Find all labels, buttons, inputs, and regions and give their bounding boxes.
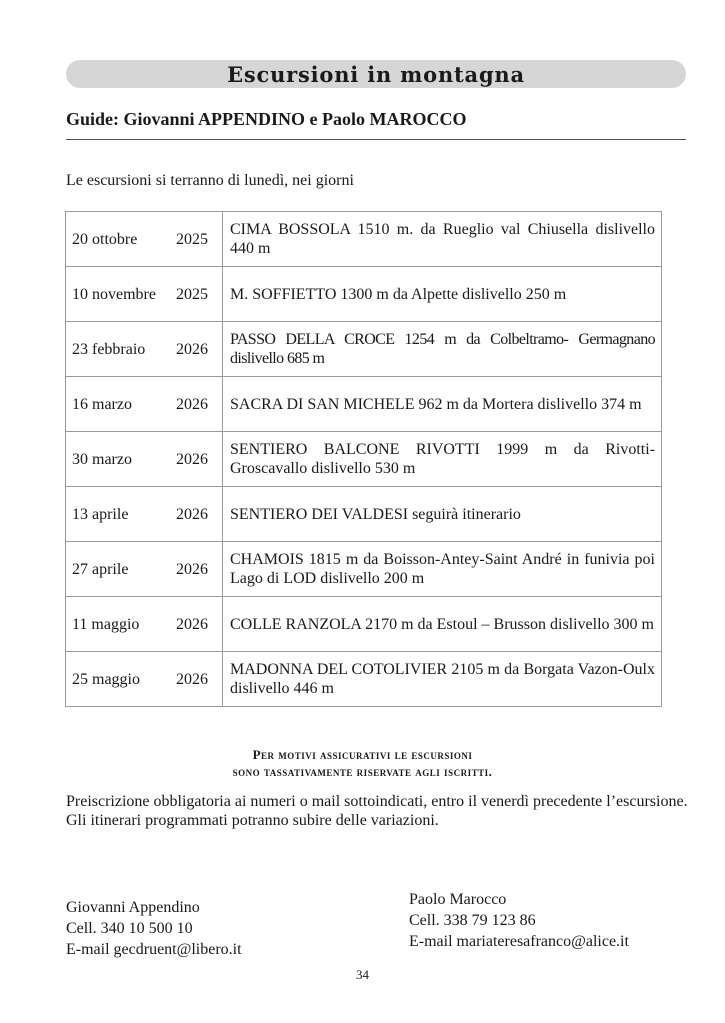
trip-description: CHAMOIS 1815 m da Boisson-Antey-Saint André in funivia poi Lago di LOD dislivello 200 m bbox=[223, 542, 662, 597]
trip-day: 20 ottobre bbox=[72, 230, 138, 248]
trip-year: 2025 bbox=[176, 285, 208, 303]
trip-day: 16 marzo bbox=[72, 395, 132, 413]
guides-line: Guide: Giovanni APPENDINO e Paolo MAROCCO bbox=[66, 109, 467, 129]
date-cell bbox=[66, 542, 223, 597]
date-cell bbox=[66, 432, 223, 487]
trip-year: 2025 bbox=[176, 230, 208, 248]
table-row bbox=[66, 267, 662, 322]
title-banner bbox=[66, 60, 686, 88]
date-cell bbox=[66, 652, 223, 707]
contact-appendino bbox=[66, 897, 242, 960]
table-row bbox=[66, 487, 662, 542]
variations-text: Gli itinerari programmati potranno subire delle variazioni. bbox=[66, 812, 439, 829]
trip-description: M. SOFFIETTO 1300 m da Alpette dislivello 250 m bbox=[223, 267, 662, 322]
trip-description: PASSO DELLA CROCE 1254 m da Colbeltramo- Germagnano dislivello 685 m bbox=[223, 322, 662, 377]
insurance-notice bbox=[0, 746, 725, 780]
trip-year: 2026 bbox=[176, 450, 208, 468]
notice-line-2: sono tassativamente riservate agli iscritti. bbox=[232, 764, 493, 779]
trip-year: 2026 bbox=[176, 505, 208, 523]
table-row bbox=[66, 542, 662, 597]
date-cell bbox=[66, 267, 223, 322]
trip-day: 23 febbraio bbox=[72, 340, 146, 358]
contact-phone: Cell. 338 79 123 86 bbox=[409, 912, 536, 929]
trip-description: SENTIERO BALCONE RIVOTTI 1999 m da Rivotti-Groscavallo dislivello 530 m bbox=[223, 432, 662, 487]
trip-description: SENTIERO DEI VALDESI seguirà itinerario bbox=[223, 487, 662, 542]
trip-year: 2026 bbox=[176, 615, 208, 633]
table-row bbox=[66, 432, 662, 487]
contact-email: E-mail gecdruent@libero.it bbox=[66, 941, 242, 958]
divider bbox=[66, 139, 686, 140]
contact-name: Paolo Marocco bbox=[409, 891, 507, 908]
contact-email: E-mail mariateresafranco@alice.it bbox=[409, 933, 629, 950]
notice-line-1: Per motivi assicurativi le escursioni bbox=[252, 747, 473, 762]
excursion-table bbox=[65, 211, 662, 707]
table-row bbox=[66, 652, 662, 707]
page-title: Escursioni in montagna bbox=[227, 61, 525, 87]
trip-description: COLLE RANZOLA 2170 m da Estoul – Brusson dislivello 300 m bbox=[223, 597, 662, 652]
trip-year: 2026 bbox=[176, 340, 208, 358]
date-cell bbox=[66, 597, 223, 652]
trip-day: 30 marzo bbox=[72, 450, 132, 468]
trip-day: 25 maggio bbox=[72, 670, 140, 688]
date-cell bbox=[66, 322, 223, 377]
trip-description: CIMA BOSSOLA 1510 m. da Rueglio val Chiusella dislivello 440 m bbox=[223, 212, 662, 267]
trip-day: 11 maggio bbox=[72, 615, 140, 633]
registration-paragraph bbox=[66, 792, 691, 830]
trip-year: 2026 bbox=[176, 560, 208, 578]
date-cell bbox=[66, 377, 223, 432]
table-row bbox=[66, 212, 662, 267]
registration-text: Preiscrizione obbligatoria ai numeri o mail sottoindicati, entro il venerdì precedente l’escursione. bbox=[66, 793, 688, 810]
page-number: 34 bbox=[356, 967, 369, 982]
trip-day: 10 novembre bbox=[72, 285, 156, 303]
table-row bbox=[66, 597, 662, 652]
table-row bbox=[66, 322, 662, 377]
trip-year: 2026 bbox=[176, 670, 208, 688]
trip-day: 27 aprile bbox=[72, 560, 129, 578]
trip-description: SACRA DI SAN MICHELE 962 m da Mortera dislivello 374 m bbox=[223, 377, 662, 432]
table-row bbox=[66, 377, 662, 432]
trip-day: 13 aprile bbox=[72, 505, 129, 523]
trip-description: MADONNA DEL COTOLIVIER 2105 m da Borgata Vazon-Oulx dislivello 446 m bbox=[223, 652, 662, 707]
intro-text: Le escursioni si terranno di lunedì, nei giorni bbox=[66, 172, 354, 189]
contact-phone: Cell. 340 10 500 10 bbox=[66, 920, 193, 937]
contact-marocco bbox=[409, 889, 629, 952]
contact-name: Giovanni Appendino bbox=[66, 899, 200, 916]
trip-year: 2026 bbox=[176, 395, 208, 413]
date-cell bbox=[66, 212, 223, 267]
date-cell bbox=[66, 487, 223, 542]
